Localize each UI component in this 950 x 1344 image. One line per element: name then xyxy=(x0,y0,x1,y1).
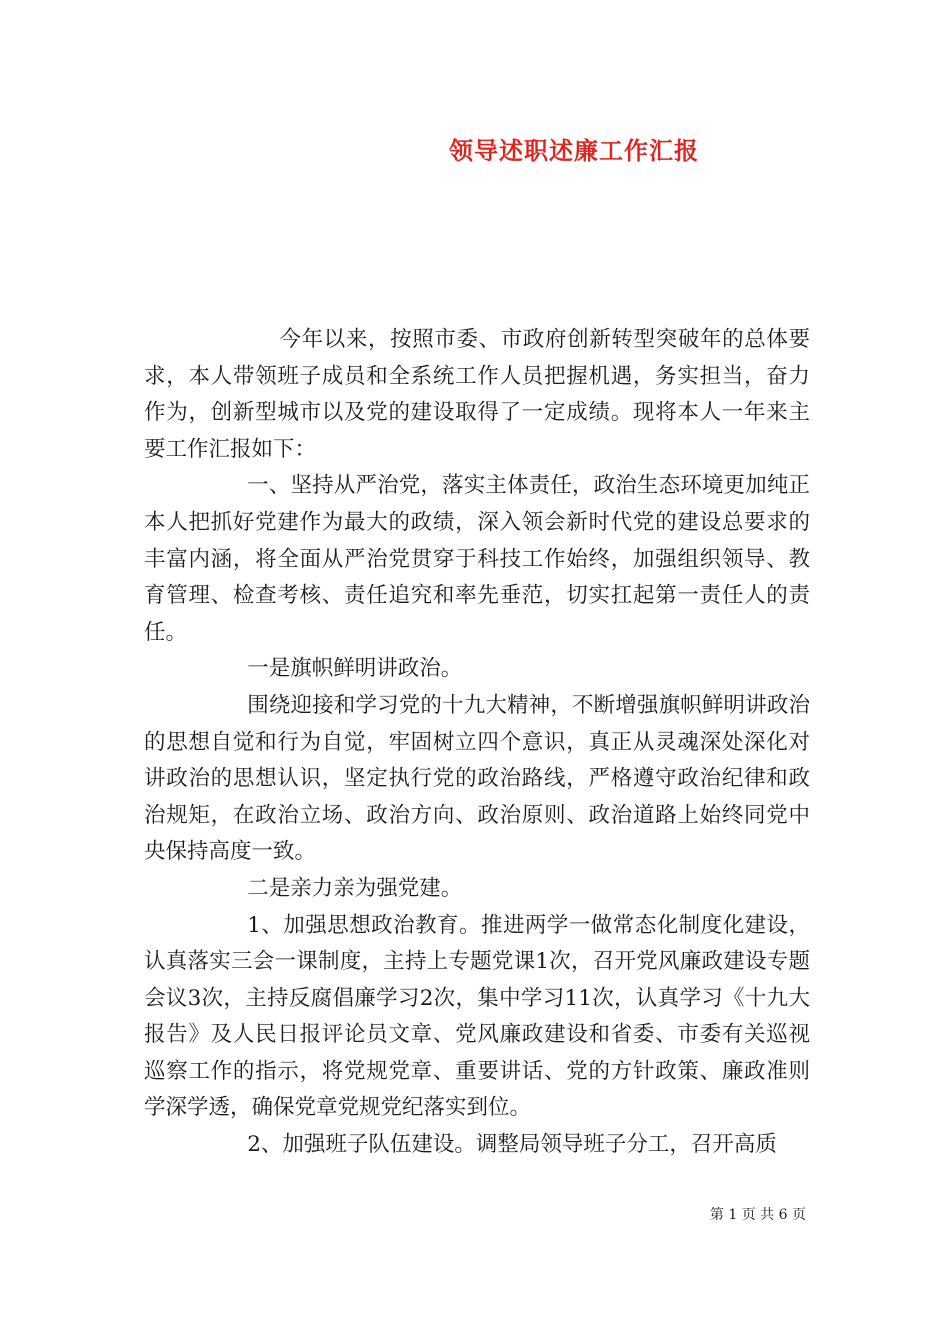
document-title: 领导述职述廉工作汇报 xyxy=(449,136,699,165)
page-number: 第 1 页 共 6 页 xyxy=(709,1207,806,1223)
paragraph-intro: 今年以来，按照市委、市政府创新转型突破年的总体要求，本人带领班子成员和全系统工作人员把握机遇，务实担当，奋力作为，创新型城市以及党的建设取得了一定成绩。现将本人一年来主要工作汇报如下： xyxy=(144,327,810,462)
paragraph-heading-party-building: 二是亲力亲为强党建。 xyxy=(247,875,463,901)
paragraph-education: 1、加强思想政治教育。推进两学一做常态化制度化建设，认真落实三会一课制度，主持上专题党课1次，召开党风廉政建设专题会议3次，主持反腐倡廉学习2次，集中学习11次，认真学习《十九大报告》及人民日报评论员文章、党风廉政建设和省委、市委有关巡视巡察工作的指示，将党规党章、重要讲话、党的方针政策、廉政准则学深学透，确保党章党规党纪落实到位。 xyxy=(144,912,810,1121)
paragraph-politics: 围绕迎接和学习党的十九大精神，不断增强旗帜鲜明讲政治的思想自觉和行为自觉，牢固树立四个意识，真正从灵魂深处深化对讲政治的思想认识，坚定执行党的政治路线，严格遵守政治纪律和政治规矩，在政治立场、政治方向、政治原则、政治道路上始终同党中央保持高度一致。 xyxy=(144,692,810,865)
paragraph-section-one: 一、坚持从严治党，落实主体责任，政治生态环境更加纯正本人把抓好党建作为最大的政绩，深入领会新时代党的建设总要求的丰富内涵，将全面从严治党贯穿于科技工作始终，加强组织领导、教育管理、检查考核、责任追究和率先垂范，切实扛起第一责任人的责任。 xyxy=(144,473,810,645)
document-body xyxy=(144,322,810,1164)
paragraph-heading-politics: 一是旗帜鲜明讲政治。 xyxy=(247,656,463,682)
paragraph-team-building: 2、加强班子队伍建设。调整局领导班子分工，召开高质 xyxy=(247,1132,777,1158)
